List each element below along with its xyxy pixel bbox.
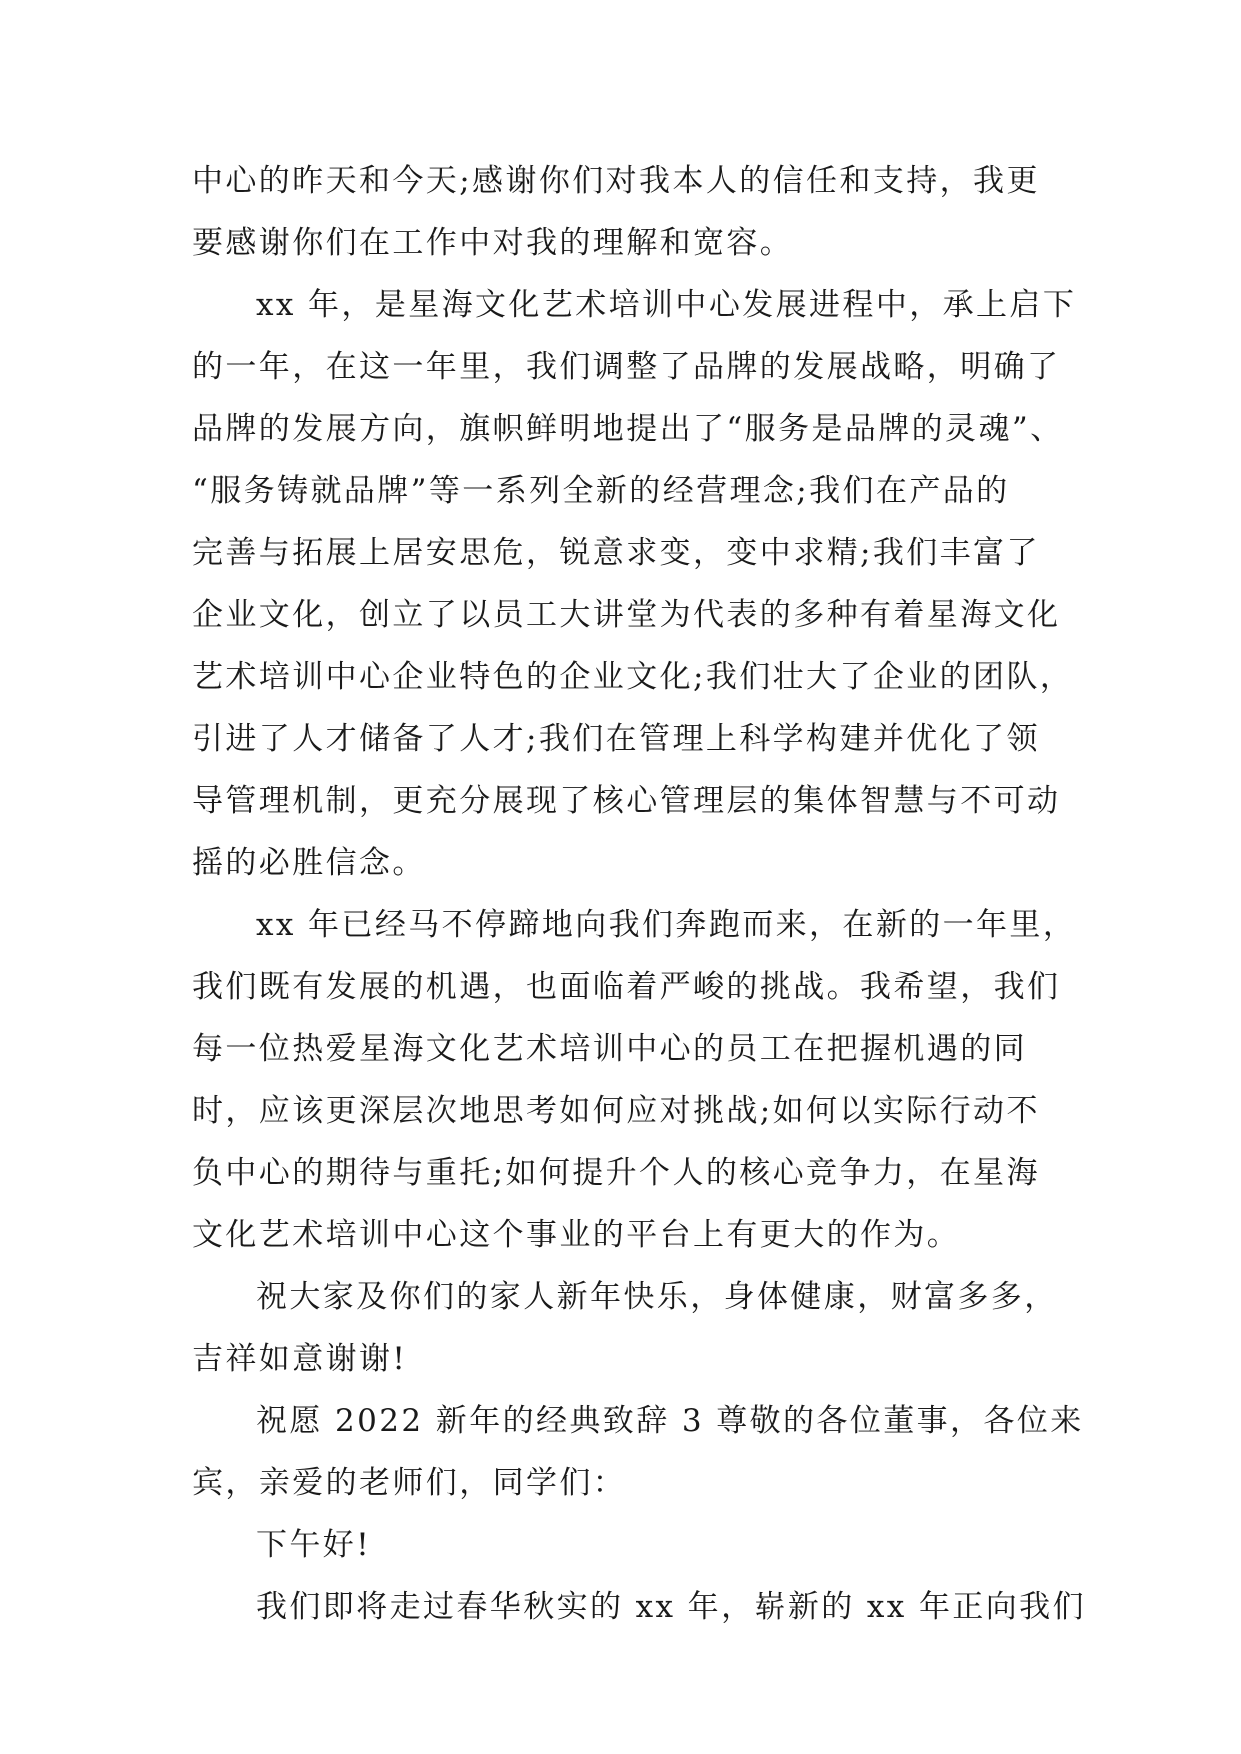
- text-line: 完善与拓展上居安思危，锐意求变，变中求精;我们丰富了: [192, 535, 1040, 571]
- text-line: 的一年，在这一年里，我们调整了品牌的发展战略，明确了: [192, 349, 1061, 385]
- text-line: 我们既有发展的机遇，也面临着严峻的挑战。我希望，我们: [192, 969, 1061, 1005]
- paragraph-start-line: 祝大家及你们的家人新年快乐，身体健康，财富多多，: [256, 1279, 1058, 1315]
- text-line: 每一位热爱星海文化艺术培训中心的员工在把握机遇的同: [192, 1031, 1027, 1067]
- text-line: 引进了人才储备了人才;我们在管理上科学构建并优化了领: [192, 721, 1040, 757]
- text-line: 文化艺术培训中心这个事业的平台上有更大的作为。: [192, 1217, 961, 1253]
- paragraph-start-line: 祝愿 2022 新年的经典致辞 3 尊敬的各位董事，各位来: [256, 1403, 1084, 1439]
- text-line: 要感谢你们在工作中对我的理解和宽容。: [192, 225, 794, 261]
- text-line: “服务铸就品牌”等一系列全新的经营理念;我们在产品的: [192, 473, 1010, 509]
- text-line: 企业文化，创立了以员工大讲堂为代表的多种有着星海文化: [192, 597, 1061, 633]
- text-line: 艺术培训中心企业特色的企业文化;我们壮大了企业的团队，: [192, 659, 1074, 695]
- text-line: 中心的昨天和今天;感谢你们对我本人的信任和支持，我更: [192, 163, 1040, 199]
- paragraph-start-line: 我们即将走过春华秋实的 xx 年，崭新的 xx 年正向我们: [256, 1589, 1086, 1625]
- paragraph-start-line: 下午好!: [256, 1527, 372, 1563]
- paragraph-start-line: xx 年已经马不停蹄地向我们奔跑而来，在新的一年里，: [256, 907, 1077, 943]
- text-line: 导管理机制，更充分展现了核心管理层的集体智慧与不可动: [192, 783, 1061, 819]
- text-line: 时，应该更深层次地思考如何应对挑战;如何以实际行动不: [192, 1093, 1040, 1129]
- text-line: 吉祥如意谢谢!: [192, 1341, 408, 1377]
- text-line: 负中心的期待与重托;如何提升个人的核心竞争力，在星海: [192, 1155, 1040, 1191]
- document-body: [192, 150, 1086, 1638]
- text-line: 品牌的发展方向，旗帜鲜明地提出了“服务是品牌的灵魂”、: [192, 411, 1064, 447]
- paragraph-start-line: xx 年，是星海文化艺术培训中心发展进程中，承上启下: [256, 287, 1077, 323]
- text-line: 摇的必胜信念。: [192, 845, 426, 881]
- text-line: 宾，亲爱的老师们，同学们：: [192, 1465, 627, 1501]
